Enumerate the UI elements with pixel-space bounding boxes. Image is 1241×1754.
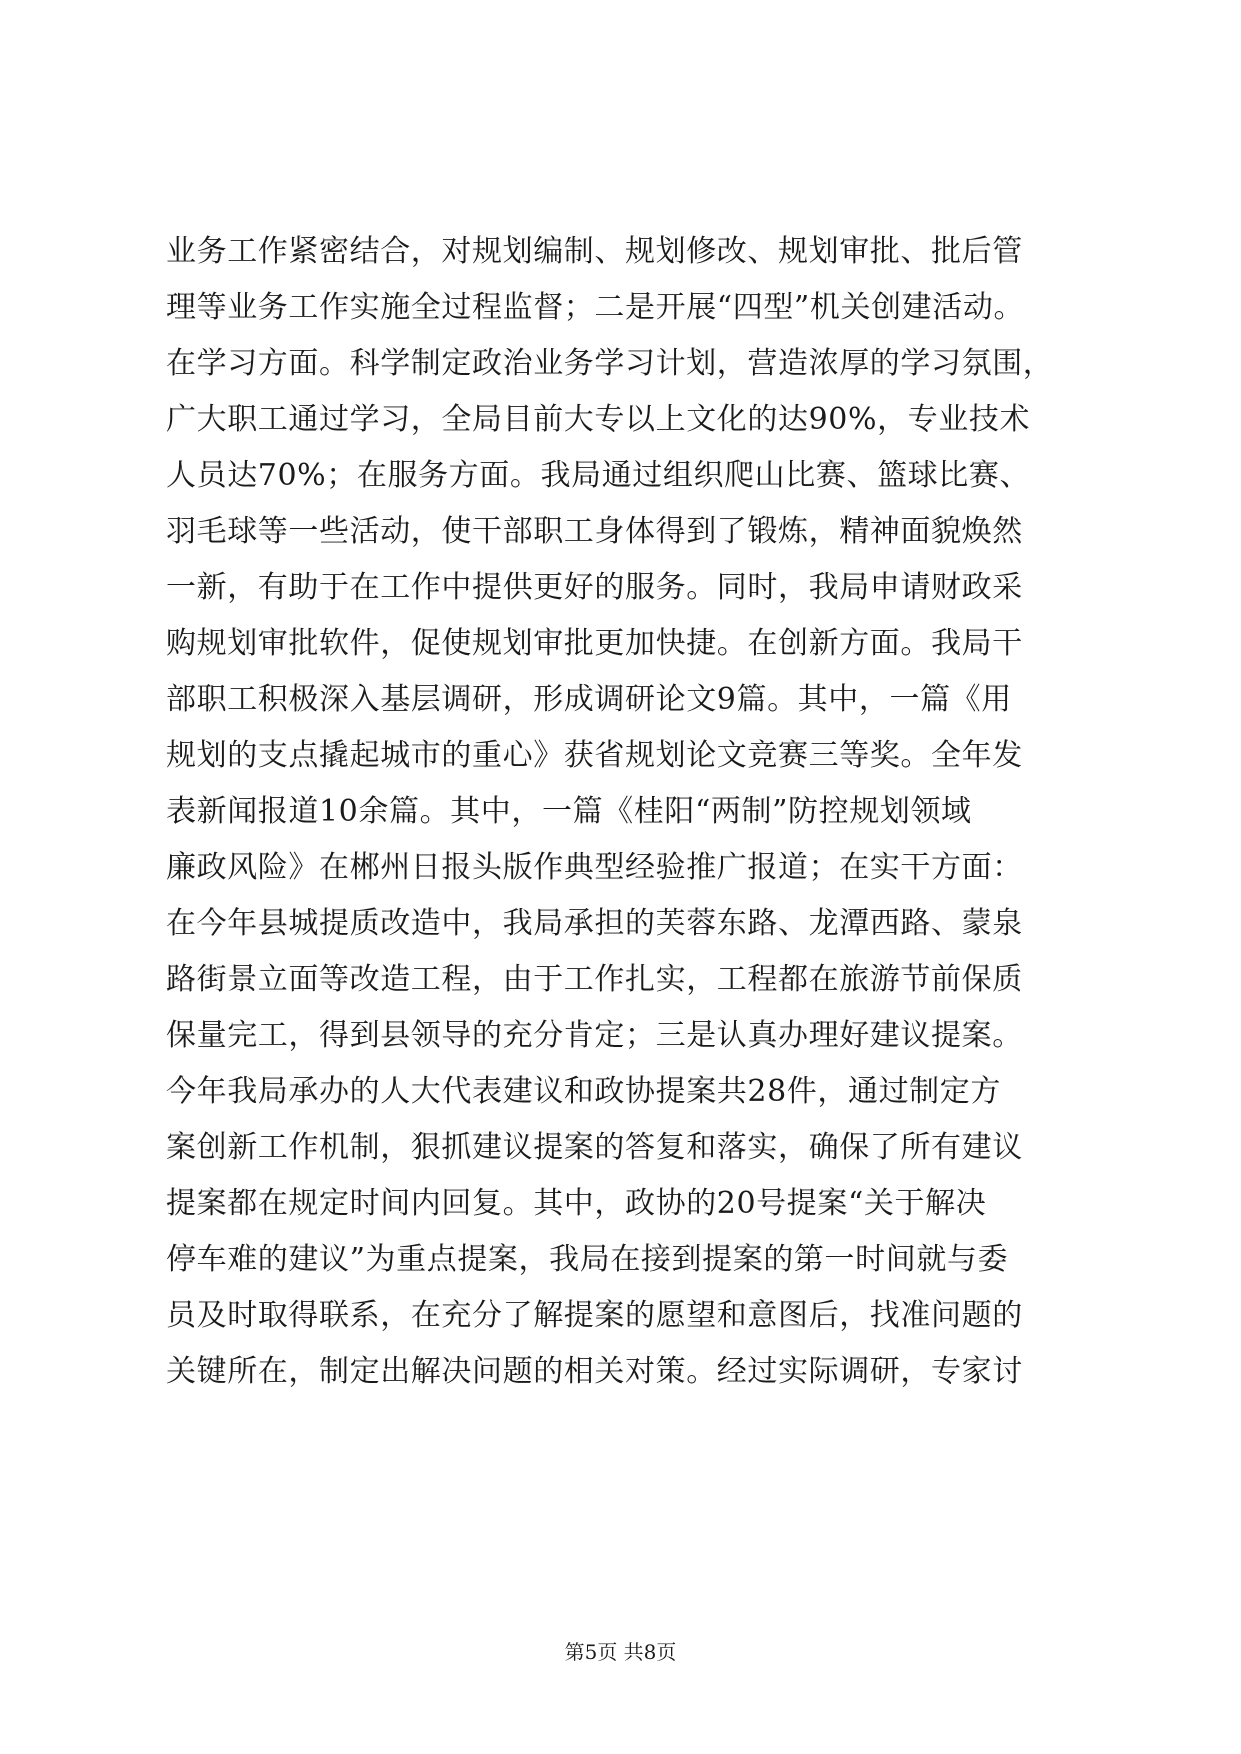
text-line: 廉政风险》在郴州日报头版作典型经验推广报道；在实干方面： (166, 850, 1023, 885)
text-line: 停车难的建议”为重点提案，我局在接到提案的第一时间就与委 (166, 1242, 1009, 1277)
text-line: 关键所在，制定出解决问题的相关对策。经过实际调研，专家讨 (166, 1354, 1023, 1389)
text-line: 路街景立面等改造工程，由于工作扎实，工程都在旅游节前保质 (166, 962, 1023, 997)
text-line: 在学习方面。科学制定政治业务学习计划，营造浓厚的学习氛围， (166, 346, 1054, 381)
text-line: 今年我局承办的人大代表建议和政协提案共28件，通过制定方 (166, 1074, 1001, 1109)
text-line: 羽毛球等一些活动，使干部职工身体得到了锻炼，精神面貌焕然 (166, 514, 1023, 549)
text-line: 案创新工作机制，狠抓建议提案的答复和落实，确保了所有建议 (166, 1130, 1023, 1165)
text-line: 广大职工通过学习，全局目前大专以上文化的达90%，专业技术 (166, 402, 1031, 437)
text-line: 规划的支点撬起城市的重心》获省规划论文竞赛三等奖。全年发 (166, 738, 1023, 773)
text-line: 一新，有助于在工作中提供更好的服务。同时，我局申请财政采 (166, 570, 1023, 605)
text-line: 部职工积极深入基层调研，形成调研论文9篇。其中，一篇《用 (166, 682, 1012, 717)
text-line: 理等业务工作实施全过程监督；二是开展“四型”机关创建活动。 (166, 290, 1025, 325)
text-line: 购规划审批软件，促使规划审批更加快捷。在创新方面。我局干 (166, 626, 1023, 661)
text-line: 业务工作紧密结合，对规划编制、规划修改、规划审批、批后管 (166, 234, 1023, 269)
text-line: 表新闻报道10余篇。其中，一篇《桂阳“两制”防控规划领域 (166, 794, 972, 829)
text-line: 员及时取得联系，在充分了解提案的愿望和意图后，找准问题的 (166, 1298, 1023, 1333)
text-line: 人员达70%；在服务方面。我局通过组织爬山比赛、篮球比赛、 (166, 458, 1031, 493)
text-line: 在今年县城提质改造中，我局承担的芙蓉东路、龙潭西路、蒙泉 (166, 906, 1023, 941)
text-line: 提案都在规定时间内回复。其中，政协的20号提案“关于解决 (166, 1186, 987, 1221)
body-text (166, 224, 1106, 1400)
text-line: 保量完工，得到县领导的充分肯定；三是认真办理好建议提案。 (166, 1018, 1023, 1053)
page-footer: 第5页 共8页 (564, 1640, 677, 1664)
